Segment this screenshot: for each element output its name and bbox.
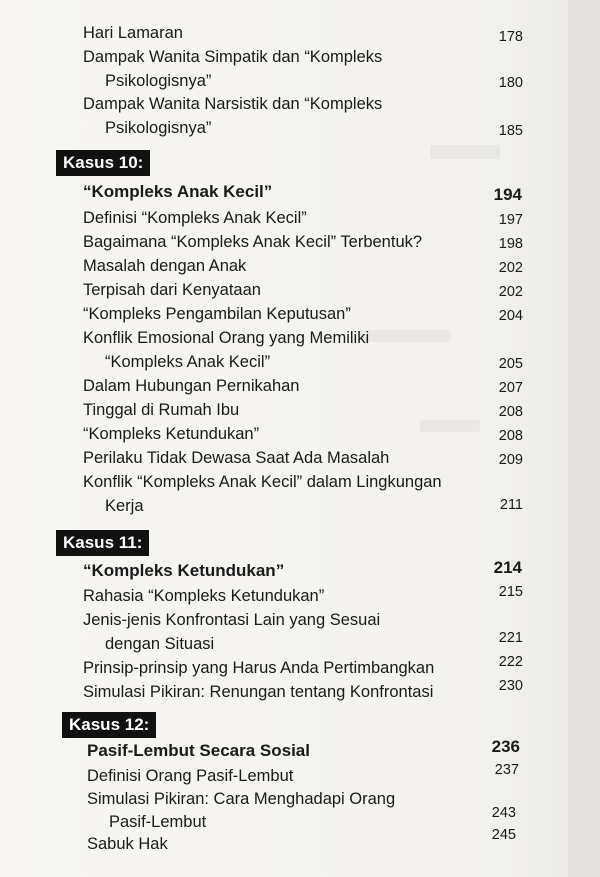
toc-entry-title: Rahasia “Kompleks Ketundukan” (83, 587, 325, 605)
toc-entry-page: 207 (498, 380, 523, 396)
toc-entry-title-cont: Psikologisnya” (105, 119, 212, 137)
toc-entry-title: Dalam Hubungan Pernikahan (83, 377, 300, 395)
toc-entry-title: Definisi “Kompleks Anak Kecil” (83, 209, 307, 227)
toc-entry-title: Sabuk Hak (87, 835, 168, 853)
toc-entry-page: 221 (498, 630, 523, 646)
toc-entry-page: 208 (498, 428, 523, 444)
toc-entry-page: 202 (498, 284, 523, 300)
bleed-through (420, 420, 480, 432)
toc-entry-page: 198 (498, 236, 523, 252)
toc-entry-page: 185 (498, 123, 523, 139)
toc-entry-title: Bagaimana “Kompleks Anak Kecil” Terbentuk? (83, 233, 423, 251)
toc-entry-title: “Kompleks Pengambilan Keputusan” (83, 305, 351, 323)
toc-entry-title-cont: dengan Situasi (105, 635, 215, 653)
toc-entry-title-cont: “Kompleks Anak Kecil” (105, 353, 271, 371)
toc-entry-title: Terpisah dari Kenyataan (83, 281, 261, 299)
toc-entry-page: 178 (498, 29, 523, 45)
toc-entry-title: Prinsip-prinsip yang Harus Anda Pertimbangkan (83, 659, 435, 677)
chapter-title: “Kompleks Anak Kecil” (83, 182, 273, 201)
toc-entry-page: 202 (498, 260, 523, 276)
toc-entry-page: 204 (498, 308, 523, 324)
toc-entry-page: 215 (498, 584, 523, 600)
toc-entry-title: Simulasi Pikiran: Cara Menghadapi Orang (87, 790, 396, 808)
toc-entry-page: 211 (499, 497, 523, 513)
chapter-label: Kasus 10: (56, 150, 150, 176)
toc-entry-page: 208 (498, 404, 523, 420)
chapter-page: 194 (493, 185, 522, 204)
toc-entry-page: 230 (498, 678, 523, 694)
chapter-title: “Kompleks Ketundukan” (83, 561, 285, 580)
toc-entry-title: Tinggal di Rumah Ibu (83, 401, 240, 419)
toc-entry-page: 197 (498, 212, 523, 228)
toc-entry-title-cont: Pasif-Lembut (109, 813, 207, 831)
chapter-page: 236 (491, 737, 520, 756)
toc-entry-page: 222 (498, 654, 523, 670)
toc-entry-title: Dampak Wanita Narsistik dan “Kompleks (83, 95, 383, 113)
toc-entry-page: 180 (498, 75, 523, 91)
chapter-label: Kasus 11: (56, 530, 149, 556)
toc-entry-page: 243 (491, 805, 516, 821)
toc-entry-page: 209 (498, 452, 523, 468)
bleed-through (360, 330, 450, 342)
bleed-through (430, 145, 500, 159)
toc-entry-title: Konflik “Kompleks Anak Kecil” dalam Lingkungan (83, 473, 442, 491)
page-edge (568, 0, 600, 877)
toc-entry-page: 205 (498, 356, 523, 372)
chapter-label: Kasus 12: (62, 712, 156, 738)
toc-entry-title: Perilaku Tidak Dewasa Saat Ada Masalah (83, 449, 390, 467)
toc-entry-title: “Kompleks Ketundukan” (83, 425, 260, 443)
chapter-title: Pasif-Lembut Secara Sosial (87, 741, 310, 760)
toc-entry-title: Simulasi Pikiran: Renungan tentang Konfrontasi (83, 683, 434, 701)
toc-entry-title: Konflik Emosional Orang yang Memiliki (83, 329, 370, 347)
toc-entry-title: Dampak Wanita Simpatik dan “Kompleks (83, 48, 383, 66)
toc-entry-page: 245 (491, 827, 516, 843)
chapter-page: 214 (493, 558, 522, 577)
toc-entry-title: Hari Lamaran (83, 24, 183, 42)
toc-entry-title: Masalah dengan Anak (83, 257, 247, 275)
toc-entry-page: 237 (494, 762, 519, 778)
toc-entry-title: Definisi Orang Pasif-Lembut (87, 767, 294, 785)
toc-entry-title-cont: Psikologisnya” (105, 72, 212, 90)
toc-entry-title: Jenis-jenis Konfrontasi Lain yang Sesuai (83, 611, 381, 629)
toc-entry-title-cont: Kerja (105, 497, 144, 515)
